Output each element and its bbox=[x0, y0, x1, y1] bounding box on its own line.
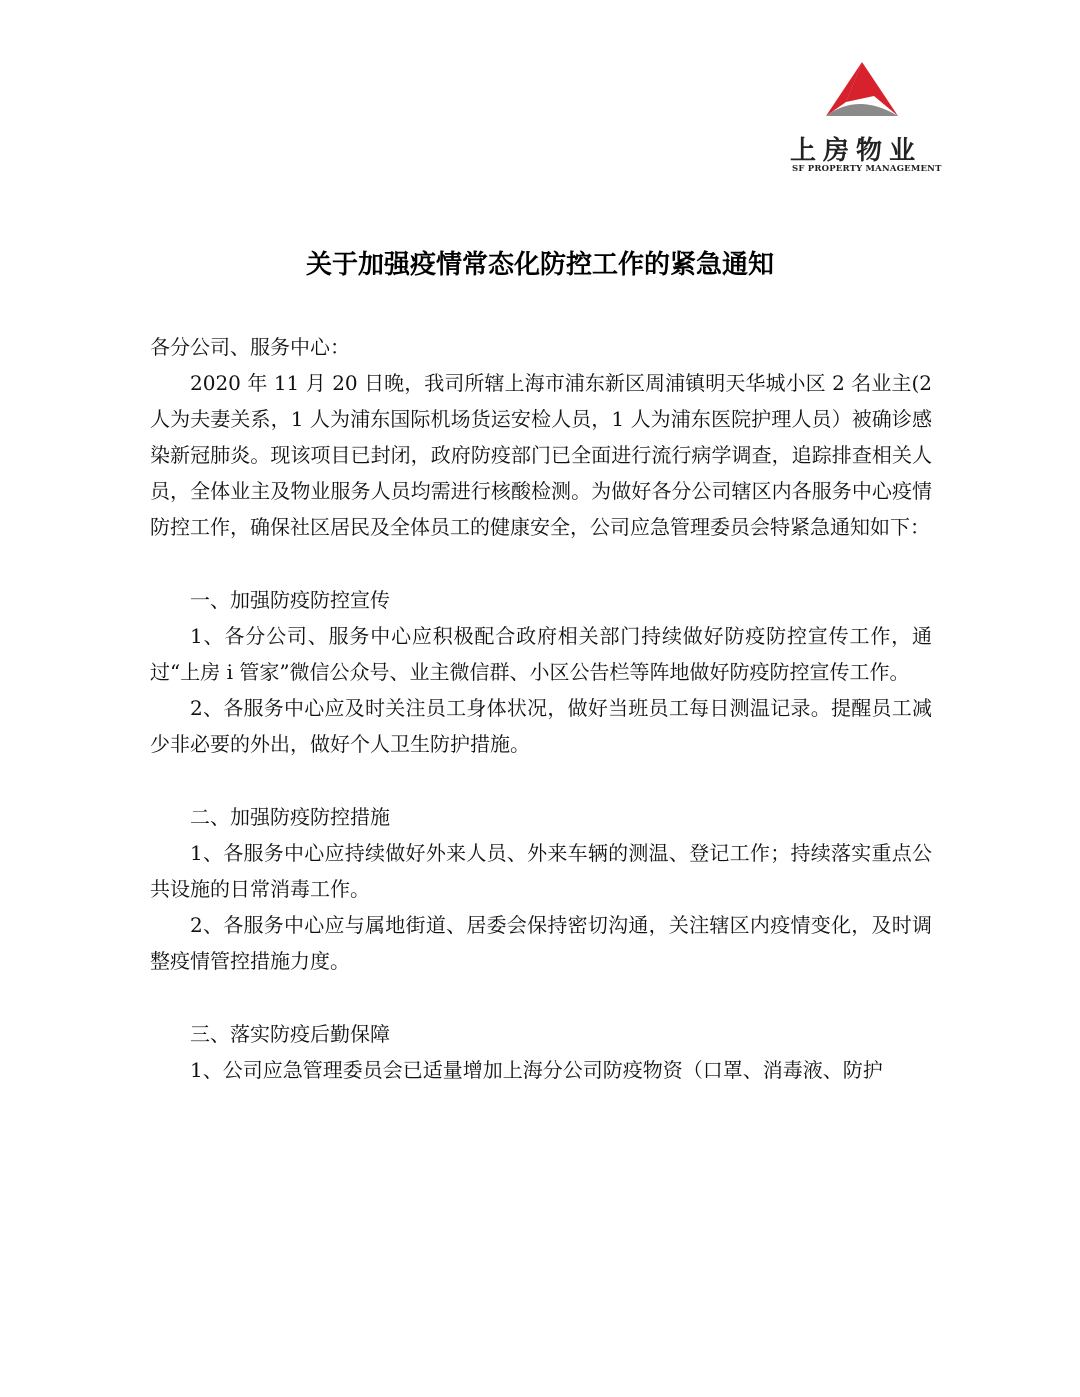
spacer bbox=[150, 979, 932, 1016]
section-item: 1、各分公司、服务中心应积极配合政府相关部门持续做好防疫防控宣传工作，通过“上房 i 管家”微信公众号、业主微信群、小区公告栏等阵地做好防疫防控宣传工作。 bbox=[150, 624, 932, 684]
company-logo bbox=[786, 62, 942, 182]
logo-chinese-name: 上房物业 bbox=[790, 136, 923, 166]
section-heading: 一、加强防疫防控宣传 bbox=[190, 588, 390, 612]
spacer bbox=[150, 545, 932, 582]
section-heading: 二、加强防疫防控措施 bbox=[190, 805, 390, 829]
section-item: 1、公司应急管理委员会已适量增加上海分公司防疫物资（口罩、消毒液、防护 bbox=[190, 1058, 883, 1082]
section-item: 2、各服务中心应与属地街道、居委会保持密切沟通，关注辖区内疫情变化，及时调整疫情管控措施力度。 bbox=[150, 913, 932, 973]
salutation: 各分公司、服务中心： bbox=[150, 335, 350, 359]
section-heading: 三、落实防疫后勤保障 bbox=[190, 1022, 390, 1046]
intro-paragraph: 2020 年 11 月 20 日晚，我司所辖上海市浦东新区周浦镇明天华城小区 2 名业主(2 人为夫妻关系，1 人为浦东国际机场货运安检人员，1 人为浦东医院护理人员）被确诊感染新冠肺炎。现该项目已封闭，政府防疫部门已全面进行流行病学调查，追踪排查相关人员，全体业主及物业服务人员均需进行核酸检测。为做好各分公司辖区内各服务中心疫情防控工作，确保社区居民及全体员工的健康安全，公司应急管理委员会特紧急通知如下： bbox=[150, 371, 932, 539]
notice-body bbox=[150, 329, 932, 1088]
section-item: 2、各服务中心应及时关注员工身体状况，做好当班员工每日测温记录。提醒员工减少非必要的外出，做好个人卫生防护措施。 bbox=[150, 696, 932, 756]
notice-title: 关于加强疫情常态化防控工作的紧急通知 bbox=[305, 250, 774, 280]
spacer bbox=[150, 762, 932, 799]
logo-english-name: SF PROPERTY MANAGEMENT bbox=[792, 164, 942, 174]
section-item: 1、各服务中心应持续做好外来人员、外来车辆的测温、登记工作；持续落实重点公共设施的日常消毒工作。 bbox=[150, 841, 932, 901]
triangle-logo-icon bbox=[822, 62, 902, 122]
